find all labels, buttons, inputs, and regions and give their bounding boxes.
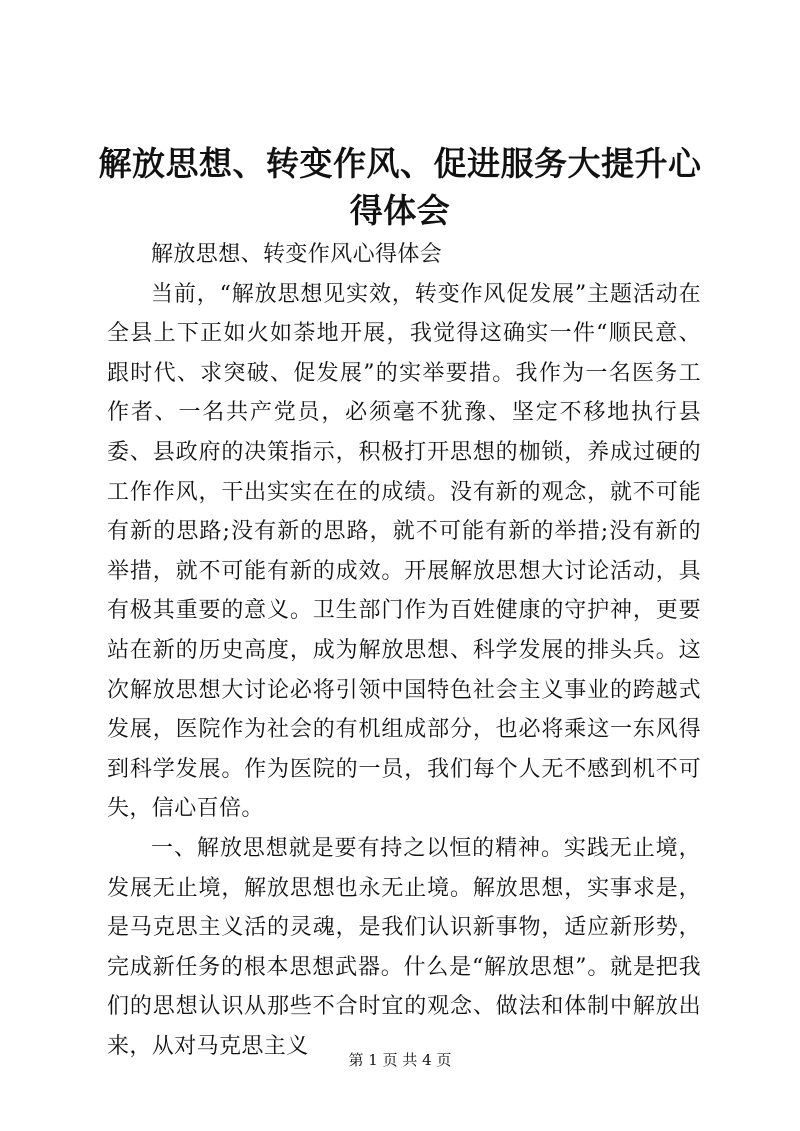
- document-title: 解放思想、转变作风、促进服务大提升心得体会: [98, 144, 702, 230]
- subtitle-paragraph: 解放思想、转变作风心得体会: [151, 242, 443, 267]
- page-number: 第 1 页 共 4 页: [348, 1051, 452, 1069]
- page-footer: [0, 1050, 800, 1070]
- body-paragraph-1: 当前，“解放思想见实效，转变作风促发展”主题活动在全县上下正如火如荼地开展，我觉得这确实一件“顺民意、跟时代、求突破、促发展”的实举要措。我作为一名医务工作者、一名共产党员，必须毫不犹豫、坚定不移地执行县委、县政府的决策指示，积极打开思想的枷锁，养成过硬的工作作风，干出实实在在的成绩。没有新的观念，就不可能有新的思路;没有新的思路，就不可能有新的举措;没有新的举措，就不可能有新的成效。开展解放思想大讨论活动，具有极其重要的意义。卫生部门作为百姓健康的守护神，更要站在新的历史高度，成为解放思想、科学发展的排头兵。这次解放思想大讨论必将引领中国特色社会主义事业的跨越式发展，医院作为社会的有机组成部分，也必将乘这一东风得到科学发展。作为医院的一员，我们每个人无不感到机不可失，信心百倍。: [107, 281, 701, 822]
- document-body: [107, 235, 701, 1066]
- body-paragraph-2: 一、解放思想就是要有持之以恒的精神。实践无止境，发展无止境，解放思想也永无止境。解放思想，实事求是，是马克思主义活的灵魂，是我们认识新事物，适应新形势，完成新任务的根本思想武器。什么是“解放思想”。就是把我们的思想认识从那些不合时宜的观念、做法和体制中解放出来，从对马克思主义: [107, 835, 701, 1059]
